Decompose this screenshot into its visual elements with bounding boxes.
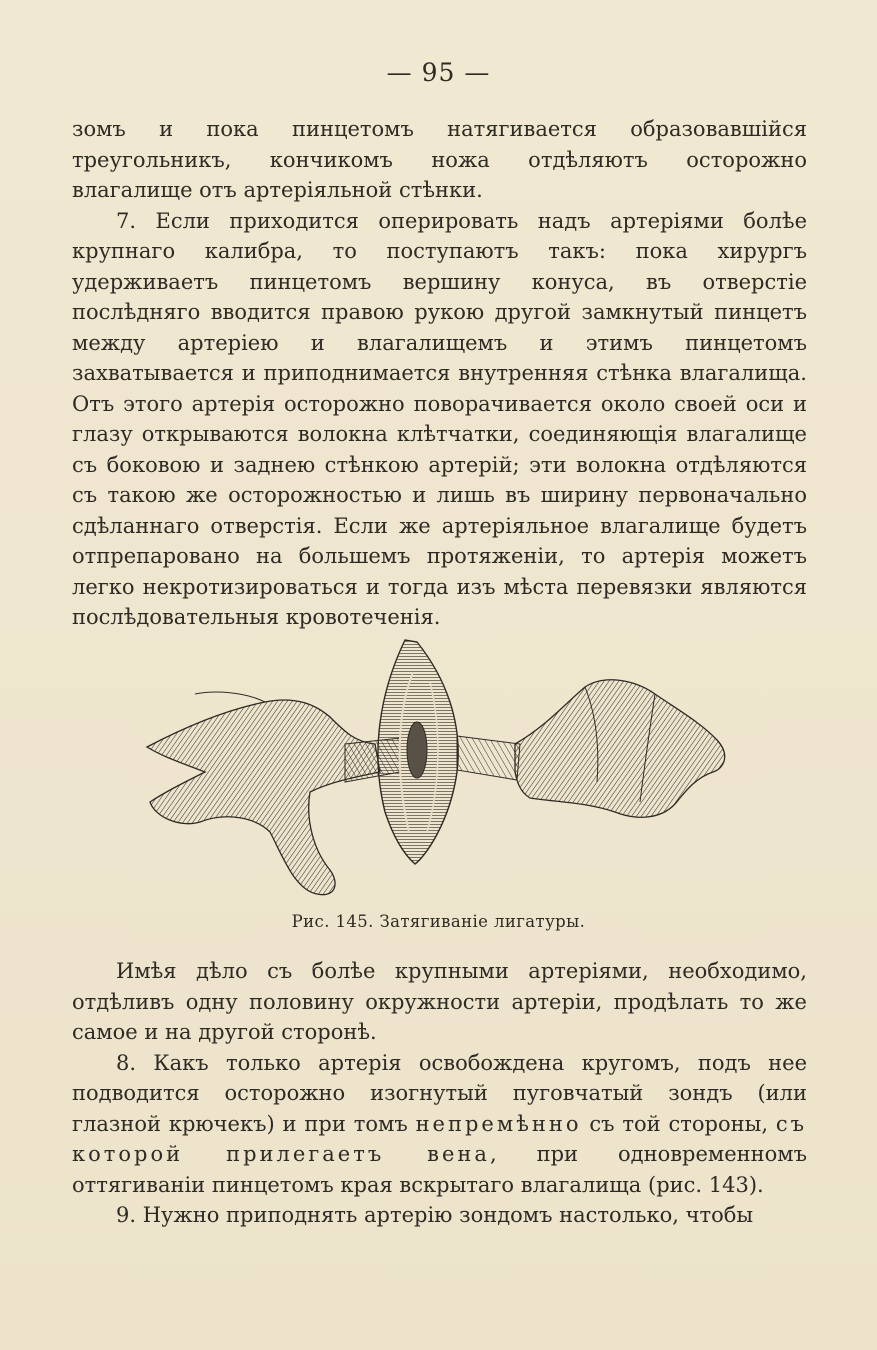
emphasized-text: непремѣнно <box>415 1111 582 1136</box>
paragraph: зомъ и пока пинцетомъ натягивается образовавшійся треугольникъ, кончикомъ ножа отдѣляютъ осторожно влагалище отъ артеріяльной стѣнки. <box>72 117 807 202</box>
figure-caption: Рис. 145. Затягиваніе лигатуры. <box>291 912 586 931</box>
figure-ligature-illustration <box>145 632 735 907</box>
paragraph-text: 8. Какъ только артерія освобождена кругомъ, подъ нее подводится осторожно изогнутый пуговчатый зондъ (или глазной крючекъ) и при томъ <box>72 1050 807 1136</box>
left-hand-drawing <box>147 692 380 895</box>
text-block-bottom <box>72 956 807 1231</box>
paragraph: 9. Нужно приподнять артерію зондомъ настолько, чтобы <box>116 1203 754 1227</box>
opened-vessel-drawing <box>378 640 458 864</box>
paragraph: 7. Если приходится оперировать надъ артеріями болѣе крупнаго калибра, то поступаютъ такъ: пока хирургъ удерживаетъ пинцетомъ вершину конуса, въ отверстіе послѣдняго вводится правою рукою другой замкнутый пинцетъ между артеріею и влагалищемъ и этимъ пинцетомъ захватывается и приподнимается внутренняя стѣнка влагалища. Отъ этого артерія осторожно поворачивается около своей оси и глазу открываются волокна клѣтчатки, соединяющія влагалище съ боковою и заднею стѣнкою артерій; эти волокна отдѣляются съ такою же осторожностью и лишь въ ширину первоначально сдѣланнаго отверстія. Если же артеріяльное влагалище будетъ отпрепаровано на большемъ протяженіи, то артерія можетъ легко некротизироваться и тогда изъ мѣста перевязки являются послѣдовательныя кровотеченія. <box>72 208 807 629</box>
right-instrument-shaft <box>457 736 520 780</box>
text-block-top <box>72 114 807 633</box>
paragraph <box>72 1048 807 1201</box>
paragraph: Имѣя дѣло съ болѣе крупными артеріями, необходимо, отдѣливъ одну половину окружности артеріи, продѣлать то же самое и на другой сторонѣ. <box>72 959 807 1044</box>
page-number: — 95 — <box>386 58 491 87</box>
paragraph-text: съ той стороны, <box>581 1111 776 1136</box>
emphasized-text: съ которой прилегаетъ вена <box>72 1111 807 1166</box>
paragraph-text: , при одновременномъ оттягиваніи пинцетомъ края вскрытаго влагалища (рис. 143). <box>72 1142 807 1197</box>
right-hand-drawing <box>515 680 725 817</box>
